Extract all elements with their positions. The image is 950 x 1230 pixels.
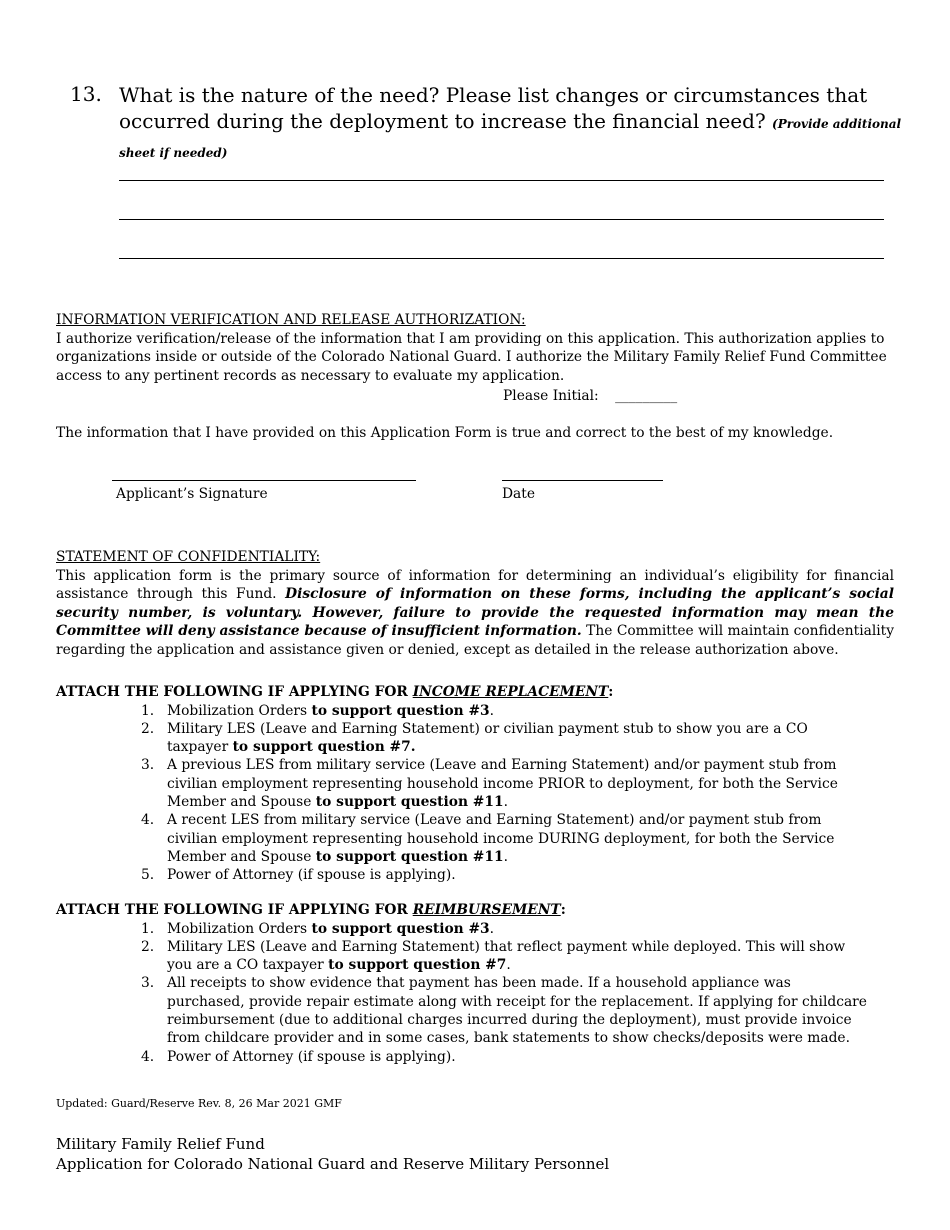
list-item: [141, 866, 871, 884]
release-heading: INFORMATION VERIFICATION AND RELEASE AUTHORIZATION:: [56, 312, 526, 328]
list-item-tail: .: [489, 920, 495, 937]
question-13-text: [119, 82, 909, 166]
list-item-text: Mobilization Orders: [167, 920, 312, 937]
updated-note: Updated: Guard/Reserve Rev. 8, 26 Mar 2021 GMF: [56, 1097, 342, 1110]
question-13-number: 13.: [70, 82, 102, 106]
list-item-number: 4.: [141, 1048, 155, 1065]
confidentiality-part2: Disclosure of information on these forms, including the applicant’s social security number, is voluntary. However, failure to provide the requested information may mean the Committee will deny assistance because of insufficient information.: [56, 586, 894, 639]
footer-title: [56, 1134, 609, 1174]
list-item-bold: to support question #3: [311, 920, 490, 937]
reimbursement-list: [141, 920, 871, 1066]
date-label: Date: [502, 486, 535, 502]
reimbursement-section: [56, 901, 896, 1066]
date-line[interactable]: [502, 480, 663, 481]
list-item-tail: .: [506, 957, 511, 974]
income-heading-prefix: ATTACH THE FOLLOWING IF APPLYING FOR: [56, 684, 408, 700]
list-item: [141, 974, 871, 1047]
reimbursement-heading-prefix: ATTACH THE FOLLOWING IF APPLYING FOR: [56, 902, 408, 918]
release-body: I authorize verification/release of the information that I am providing on this application. This authorization applies to organizations inside or outside of the Colorado National Guard. I authorize the Military Family Relief Fund Committee access to any pertinent records as necessary to evaluate my application.: [56, 330, 887, 384]
list-item-number: 2.: [141, 720, 155, 737]
list-item: [141, 938, 871, 975]
list-item-number: 1.: [141, 702, 155, 719]
list-item: [141, 1048, 871, 1066]
confidentiality-part1: This application form is the primary source of information for determining an individual’s eligibility for financial assistance through this Fund.: [56, 567, 894, 602]
list-item-text: All receipts to show evidence that payment has been made. If a household appliance was purchased, provide repair estimate along with receipt for the replacement. If applying for childcare reimbursement (due to additional charges incurred during the deployment), must provide invoice from childcare provider and in some cases, bank statements to show checks/deposits were made.: [167, 975, 867, 1047]
list-item-text: Mobilization Orders: [167, 702, 312, 719]
list-item-text: Power of Attorney (if spouse is applying).: [167, 867, 456, 884]
list-item-tail: .: [503, 793, 508, 810]
confidentiality-part3: The Committee will maintain confidentiality regarding the application and assistance given or denied, except as detailed in the release authorization above.: [56, 623, 894, 658]
list-item-text: A recent LES from military service (Leave and Earning Statement) and/or payment stub from civilian employment representing household income DURING deployment, for both the Service Member and Spouse: [167, 812, 835, 865]
list-item-text: A previous LES from military service (Leave and Earning Statement) and/or payment stub from civilian employment representing household income PRIOR to deployment, for both the Service Member and Spouse: [167, 757, 838, 810]
footer-line-2: Application for Colorado National Guard and Reserve Military Personnel: [56, 1155, 610, 1173]
list-item: [141, 920, 871, 938]
applicant-signature-line[interactable]: [112, 480, 416, 481]
list-item-text: Military LES (Leave and Earning Statement) that reflect payment while deployed. This will show you are a CO taxpayer: [167, 938, 846, 974]
confidentiality-section: [56, 548, 894, 659]
release-section: [56, 311, 896, 385]
list-item: [141, 702, 871, 720]
initial-field[interactable]: [503, 387, 677, 406]
list-item-text: Military LES (Leave and Earning Statement) or civilian payment stub to show you are a CO taxpayer: [167, 720, 808, 756]
question-13-prompt: What is the nature of the need? Please list changes or circumstances that occurred during the deployment to increase the financial need?: [119, 83, 868, 133]
list-item-bold: to support question #3: [311, 702, 490, 719]
list-item-number: 3.: [141, 757, 155, 774]
reimbursement-heading: [56, 901, 896, 920]
list-item-number: 3.: [141, 975, 155, 992]
question-13-note: (Provide additional sheet if needed): [119, 117, 902, 160]
list-item-text: Power of Attorney (if spouse is applying).: [167, 1048, 456, 1065]
list-item-number: 4.: [141, 812, 155, 829]
reimbursement-heading-term: REIMBURSEMENT: [412, 902, 561, 918]
list-item-number: 5.: [141, 867, 155, 884]
reimbursement-heading-colon: :: [560, 902, 566, 918]
list-item: [141, 756, 871, 811]
income-heading: [56, 683, 896, 702]
initial-label: Please Initial:: [503, 388, 599, 404]
list-item-bold: to support question #7.: [232, 739, 416, 756]
income-section: [56, 683, 896, 884]
list-item-bold: to support question #11: [315, 848, 504, 865]
list-item-number: 2.: [141, 938, 155, 955]
attestation-text: The information that I have provided on this Application Form is true and correct to the best of my knowledge.: [56, 425, 834, 441]
initial-blank[interactable]: _________: [615, 388, 678, 404]
list-item-tail: .: [503, 848, 508, 865]
footer-line-1: Military Family Relief Fund: [56, 1135, 265, 1153]
income-heading-term: INCOME REPLACEMENT: [412, 684, 609, 700]
applicant-signature-label: Applicant’s Signature: [116, 486, 268, 502]
list-item-bold: to support question #11: [315, 793, 504, 810]
answer-line-2[interactable]: [119, 219, 884, 220]
list-item-tail: .: [489, 702, 495, 719]
income-list: [141, 702, 871, 885]
list-item-number: 1.: [141, 920, 155, 937]
income-heading-colon: :: [608, 684, 614, 700]
list-item-bold: to support question #7: [328, 957, 507, 974]
answer-line-1[interactable]: [119, 180, 884, 181]
list-item: [141, 811, 871, 866]
answer-line-3[interactable]: [119, 258, 884, 259]
list-item: [141, 720, 871, 757]
confidentiality-heading: STATEMENT OF CONFIDENTIALITY:: [56, 549, 321, 565]
